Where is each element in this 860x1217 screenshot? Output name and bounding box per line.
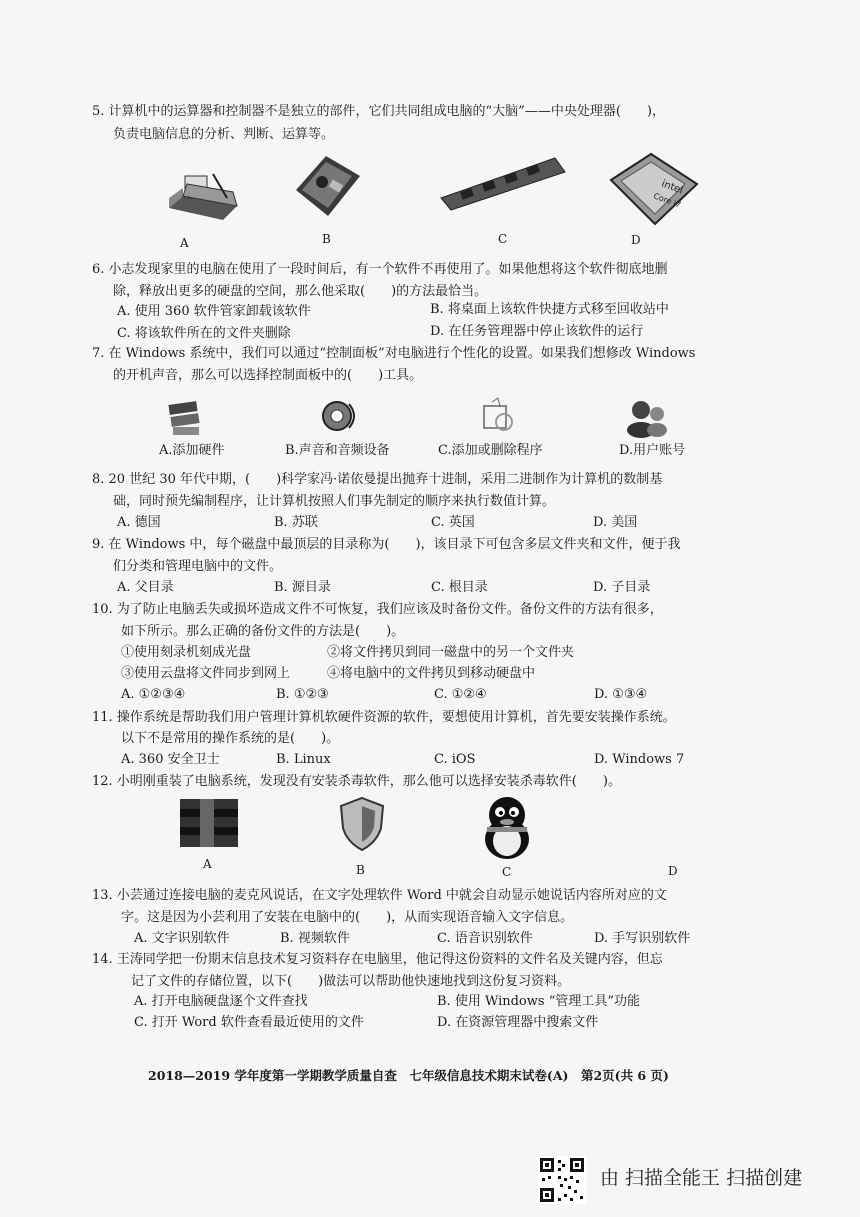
q14-option-d: D. 在资源管理器中搜索文件	[437, 1015, 599, 1030]
q8-line2: 础，同时预先编制程序，让计算机按照人们事先制定的顺序来执行数值计算。	[113, 494, 556, 509]
q10-option-a: A. ①②③④	[121, 687, 186, 702]
q5-label-d: D	[631, 233, 641, 247]
q12-label-b: B	[356, 863, 365, 877]
q5-label-b: B	[322, 232, 331, 246]
svg-text:intel: intel	[659, 178, 685, 197]
q6-option-a: A. 使用 360 软件管家卸载该软件	[117, 304, 311, 319]
q10-line1: 10. 为了防止电脑丢失或损坏造成文件不可恢复，我们应该及时备份文件。备份文件的方法有很多，	[92, 602, 663, 617]
q14-option-a: A. 打开电脑硬盘逐个文件查找	[134, 994, 308, 1009]
q14-line1: 14. 王涛同学把一份期末信息技术复习资料存在电脑里，他记得这份资料的文件名及关键内容，但忘	[92, 952, 663, 967]
sound-device-icon	[319, 396, 359, 436]
cpu-icon	[603, 150, 701, 228]
q13-line2: 字。这是因为小芸利用了安装在电脑中的( )，从而实现语音输入文字信息。	[121, 910, 574, 925]
q5-line2: 负责电脑信息的分析、判断、运算等。	[113, 127, 335, 142]
q11-line1: 11. 操作系统是帮助我们用户管理计算机软硬件资源的软件，要想使用计算机，首先要安装操作系统。	[92, 710, 676, 725]
q13-line1: 13. 小芸通过连接电脑的麦克风说话，在文字处理软件 Word 中就会自动显示她说话内容所对应的文	[92, 888, 667, 903]
q10-statement-2: ②将文件拷贝到同一磁盘中的另一个文件夹	[327, 645, 575, 660]
q8-line1: 8. 20 世纪 30 年代中期，( )科学家冯·诺依曼提出抛弃十进制，采用二进制作为计算机的数制基	[92, 472, 663, 487]
q8-option-d: D. 美国	[593, 515, 638, 530]
q9-option-d: D. 子目录	[593, 580, 651, 595]
page-footer: 2018—2019 学年度第一学期教学质量自查 七年级信息技术期末试卷(A) 第2页(共 6 页)	[148, 1068, 669, 1083]
q8-option-b: B. 苏联	[274, 515, 318, 530]
add-remove-programs-icon	[478, 396, 518, 436]
q11-option-d: D. Windows 7	[594, 752, 685, 767]
shield-icon	[337, 796, 387, 852]
q10-statement-4: ④将电脑中的文件拷贝到移动硬盘中	[327, 666, 536, 681]
q7-option-d: D.用户账号	[619, 443, 686, 458]
svg-text:Core i7: Core i7	[652, 191, 683, 210]
q12-line1: 12. 小明刚重装了电脑系统，发现没有安装杀毒软件，那么他可以选择安装杀毒软件( )。	[92, 774, 621, 789]
q14-option-b: B. 使用 Windows “管理工具”功能	[437, 994, 640, 1009]
memory-module-icon	[437, 152, 569, 212]
q6-line2: 除，释放出更多的硬盘的空间，那么他采取( )的方法最恰当。	[113, 284, 488, 299]
q13-option-c: C. 语音识别软件	[437, 931, 533, 946]
q9-option-a: A. 父目录	[117, 580, 174, 595]
q8-option-a: A. 德国	[117, 515, 161, 530]
q13-option-a: A. 文字识别软件	[134, 931, 230, 946]
q12-label-d: D	[668, 864, 678, 878]
q12-label-c: C	[502, 865, 512, 879]
q10-option-c: C. ①②④	[434, 687, 487, 702]
printer-icon	[163, 168, 239, 226]
q6-option-d: D. 在任务管理器中停止该软件的运行	[430, 324, 644, 339]
q11-option-c: C. iOS	[434, 752, 476, 767]
q7-line2: 的开机声音，那么可以选择控制面板中的( )工具。	[113, 368, 423, 383]
winrar-icon	[172, 793, 244, 851]
q12-label-a: A	[203, 857, 212, 871]
q7-option-a: A.添加硬件	[159, 443, 225, 458]
q6-line1: 6. 小志发现家里的电脑在使用了一段时间后，有一个软件不再使用了。如果他想将这个软件彻底地删	[92, 262, 668, 277]
q6-option-c: C. 将该软件所在的文件夹删除	[117, 326, 291, 341]
q14-line2: 记了文件的存储位置，以下( )做法可以帮助他快速地找到这份复习资料。	[131, 974, 571, 989]
q7-option-b: B.声音和音频设备	[285, 443, 390, 458]
user-accounts-icon	[625, 398, 669, 438]
q7-line1: 7. 在 Windows 系统中，我们可以通过“控制面板”对电脑进行个性化的设置。如果我们想修改 Windows	[92, 346, 696, 361]
q10-option-d: D. ①③④	[594, 687, 648, 702]
q11-option-a: A. 360 安全卫士	[121, 752, 220, 767]
add-hardware-icon	[165, 397, 207, 439]
scanner-watermark: 由 扫描全能王 扫描创建	[600, 1167, 803, 1189]
q9-line1: 9. 在 Windows 中，每个磁盘中最顶层的目录称为( )，该目录下可包含多层文件夹和文件，便于我	[92, 537, 681, 552]
q9-option-b: B. 源目录	[274, 580, 331, 595]
q9-line2: 们分类和管理电脑中的文件。	[113, 559, 283, 574]
qr-code-icon	[538, 1156, 586, 1204]
q11-line2: 以下不是常用的操作系统的是( )。	[121, 731, 340, 746]
hard-disk-icon	[292, 152, 362, 220]
q6-option-b: B. 将桌面上该软件快捷方式移至回收站中	[430, 302, 669, 317]
q9-option-c: C. 根目录	[431, 580, 488, 595]
q13-option-d: D. 手写识别软件	[594, 931, 691, 946]
q5-line1: 5. 计算机中的运算器和控制器不是独立的部件，它们共同组成电脑的“大脑”——中央处理器( )，	[92, 104, 665, 119]
q10-line2: 如下所示。那么正确的备份文件的方法是( )。	[121, 624, 405, 639]
penguin-icon	[477, 795, 537, 861]
q5-label-c: C	[498, 232, 508, 246]
q10-statement-3: ③使用云盘将文件同步到网上	[121, 666, 291, 681]
q14-option-c: C. 打开 Word 软件查看最近使用的文件	[134, 1015, 364, 1030]
q7-option-c: C.添加或删除程序	[438, 443, 543, 458]
q11-option-b: B. Linux	[276, 752, 331, 767]
q10-statement-1: ①使用刻录机刻成光盘	[121, 645, 252, 660]
q8-option-c: C. 英国	[431, 515, 475, 530]
q13-option-b: B. 视频软件	[280, 931, 350, 946]
q5-label-a: A	[180, 236, 189, 250]
q10-option-b: B. ①②③	[276, 687, 329, 702]
